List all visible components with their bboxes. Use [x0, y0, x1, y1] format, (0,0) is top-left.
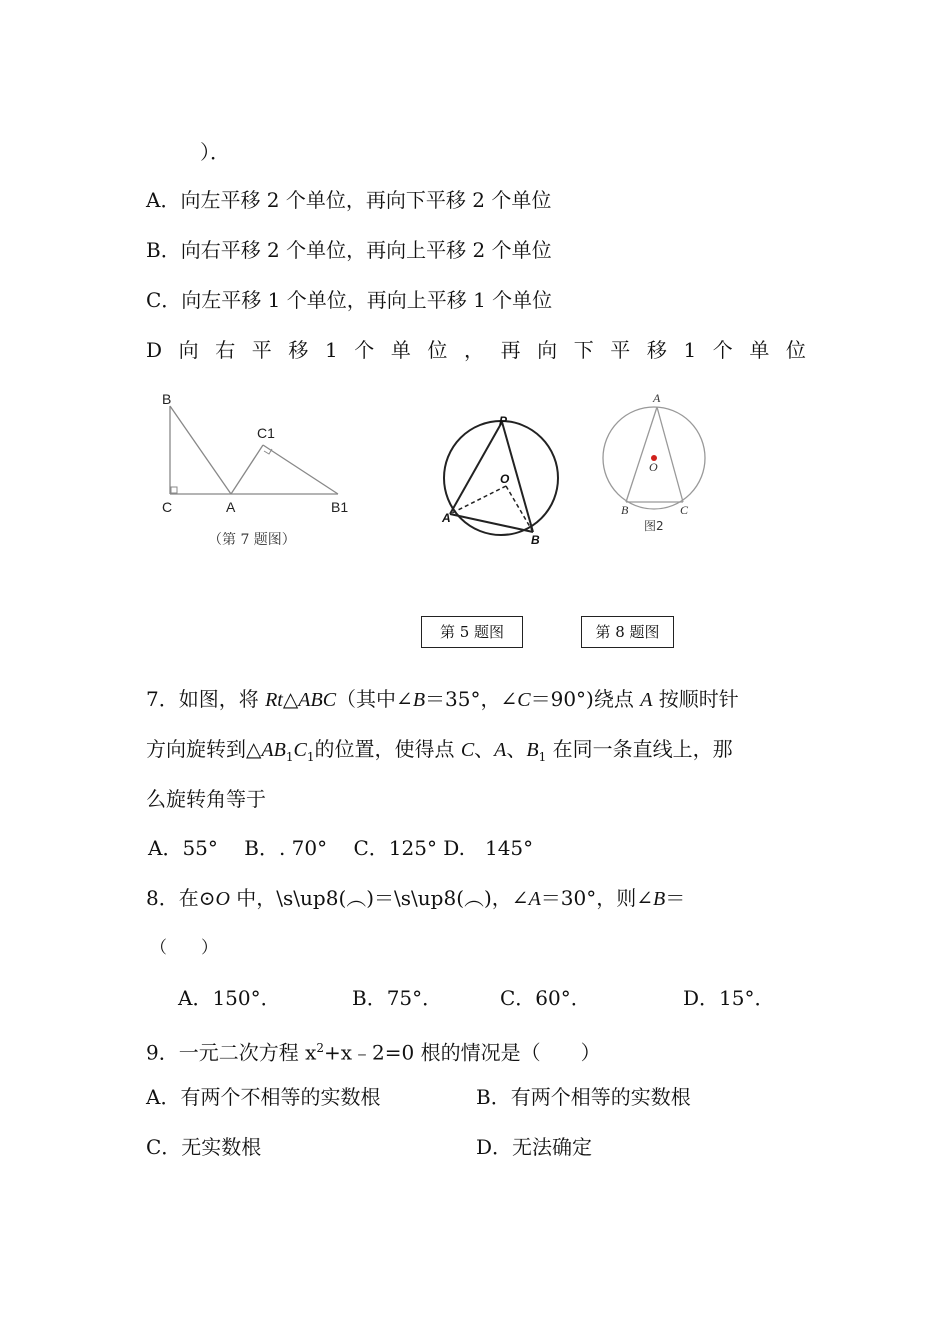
fig5-label-a: A — [442, 511, 451, 525]
fig8-label-o: O — [649, 460, 658, 474]
fig8-label-c: C — [680, 503, 689, 517]
figure-5-diagram — [436, 408, 566, 553]
q7-line-1: 7．如图，将 Rt△ABC（其中∠B＝35°，∠C＝90°)绕点 A 按顺时针 — [146, 687, 739, 711]
q8-option-c: C．60°． — [500, 986, 591, 1010]
q8-option-b: B．75°． — [352, 986, 443, 1010]
q6-option-d-char: 向 — [537, 338, 558, 362]
q6-option-d-char: ， — [463, 338, 484, 362]
q7-options: A．55° B．. 70° C．125° D. 145° — [148, 836, 534, 860]
q6-option-d-char: 单 — [749, 338, 770, 362]
q6-option-d-char: 右 — [215, 338, 236, 362]
q9-option-b: B．有两个相等的实数根 — [476, 1085, 691, 1109]
figure-8-diagram — [596, 388, 716, 538]
q8-option-a: A．150°． — [178, 986, 281, 1010]
q6-option-d-char: 1 — [324, 338, 338, 362]
fig7-label-c: C — [162, 499, 173, 515]
q6-option-d-char: D — [146, 338, 163, 362]
q9-stem: 9．一元二次方程 $x^2+x﹣2=0$ 根的情况是（ ） — [146, 1040, 601, 1065]
fig5-label-o: O — [500, 472, 510, 486]
q9-option-d: D．无法确定 — [476, 1135, 593, 1159]
q6-option-b: B．向右平移 2 个单位，再向上平移 2 个单位 — [146, 238, 552, 262]
fig5-caption-box: 第 5 题图 — [421, 616, 523, 648]
fig8-label-b: B — [621, 503, 629, 517]
q6-option-d-char: 个 — [712, 338, 733, 362]
fig7-label-a: A — [226, 499, 236, 515]
fig8-caption: 图2 — [644, 519, 664, 533]
fig7-label-b: B — [162, 391, 172, 407]
q6-option-d-char: 移 — [646, 338, 667, 362]
q6-option-c: C．向左平移 1 个单位，再向上平移 1 个单位 — [146, 288, 553, 312]
q6-option-d-char: 1 — [683, 338, 697, 362]
q9-option-a: A．有两个不相等的实数根 — [146, 1085, 381, 1109]
fig8-label-a: A — [653, 391, 661, 405]
q6-option-a: A．向左平移 2 个单位，再向下平移 2 个单位 — [146, 188, 552, 212]
fig7-label-b1: B1 — [331, 499, 349, 515]
q8-option-d: D．15°． — [683, 986, 775, 1010]
fig7-label-c1: C1 — [257, 425, 275, 441]
q6-option-d — [146, 336, 806, 364]
q6-option-d-char: 平 — [251, 338, 272, 362]
q7-line-2: 方向旋转到$\triangle AB_1C_1$的位置，使得点 C、A、$B_1$ 在同一条直线上，那 — [146, 737, 733, 764]
q8-paren: （ ） — [150, 938, 218, 958]
fig7-caption: （第 7 题图） — [208, 532, 296, 548]
fig8-caption-box: 第 8 题图 — [581, 616, 674, 648]
q6-close-paren: ）． — [200, 140, 230, 164]
q6-option-d-char: 单 — [390, 338, 411, 362]
q6-option-d-char: 位 — [785, 338, 806, 362]
q6-option-d-char: 位 — [427, 338, 448, 362]
fig5-label-b: B — [531, 533, 540, 547]
q8-stem: 8．在⊙O 中，\s\up8(︵)＝\s\up8(︵)，∠A＝30°，则∠B＝ — [146, 886, 686, 910]
figure-7-diagram — [150, 388, 360, 556]
q6-option-d-char: 向 — [178, 338, 199, 362]
fig5-label-p: P — [499, 414, 508, 428]
q6-option-d-char: 个 — [354, 338, 375, 362]
q6-option-d-char: 平 — [610, 338, 631, 362]
q6-option-d-char: 下 — [573, 338, 594, 362]
q9-option-c: C．无实数根 — [146, 1135, 262, 1159]
q7-line-3: 么旋转角等于 — [146, 787, 266, 811]
q6-option-d-char: 再 — [500, 338, 521, 362]
q6-option-d-char: 移 — [288, 338, 309, 362]
